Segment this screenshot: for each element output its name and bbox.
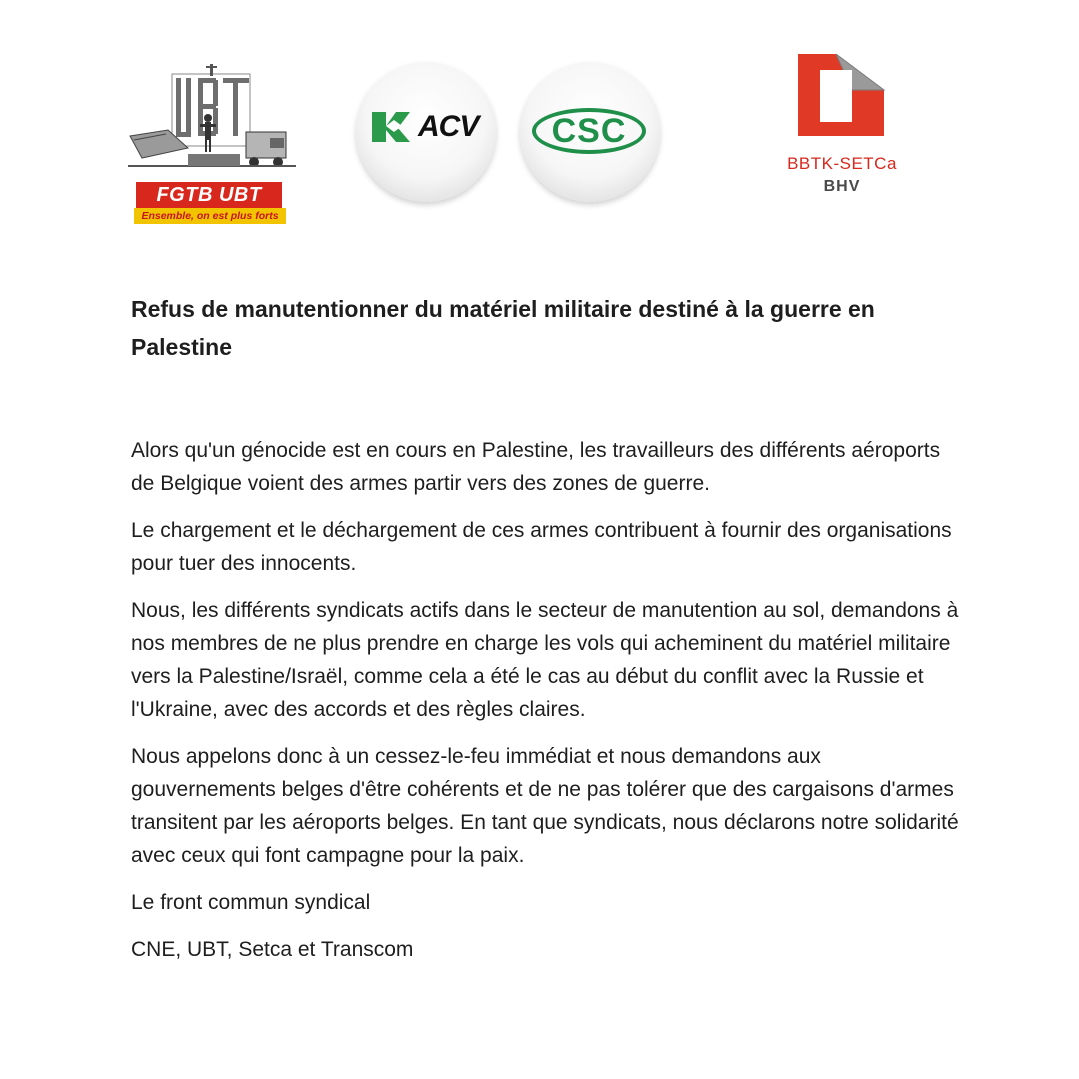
page-title: Refus de manutentionner du matériel militaire destiné à la guerre en Palestine [131, 296, 875, 360]
fgtb-ubt-slogan: Ensemble, on est plus forts [134, 208, 286, 224]
fgtb-ubt-logo [128, 62, 296, 230]
setca-region: BHV [823, 178, 861, 195]
fgtb-ubt-banner: FGTB UBT [136, 182, 282, 208]
signatories: CNE, UBT, Setca et Transcom [131, 938, 414, 961]
acv-symbol-icon [370, 106, 418, 146]
paragraph: Nous appelons donc à un cessez-le-feu immédiat et nous demandons aux gouvernements belges d'être cohérents et de ne pas tolérer que des cargaisons d'armes transitent par les aéroports belges. En tant que syndicats, nous déclarons notre solidarité avec ceux qui font campagne pour la paix. [131, 745, 959, 867]
signature-line: Le front commun syndical [131, 891, 371, 914]
csc-logo [520, 62, 660, 202]
paragraph: Le chargement et le déchargement de ces armes contribuent à fournir des organisations pour tuer des innocents. [131, 519, 952, 575]
ubt-port-illustration-icon [128, 62, 296, 184]
acv-wordmark: ACV [418, 110, 479, 143]
paragraph: Nous, les différents syndicats actifs dans le secteur de manutention au sol, demandons à nos membres de ne plus prendre en charge les vols qui acheminent du matériel militaire vers la Palestine/Israël, comme cela a été le cas au début du conflit avec la Russie et l'Ukraine, avec des accords et des règles claires. [131, 599, 959, 721]
setca-folded-square-icon [792, 50, 892, 146]
setca-name: BBTK-SETCa [787, 154, 897, 173]
setca-logo [772, 50, 912, 210]
document-body [131, 434, 961, 980]
paragraph: Alors qu'un génocide est en cours en Palestine, les travailleurs des différents aéroports de Belgique voient des armes partir vers des zones de guerre. [131, 439, 941, 495]
csc-wordmark: CSC [551, 112, 627, 150]
acv-logo [356, 62, 496, 202]
